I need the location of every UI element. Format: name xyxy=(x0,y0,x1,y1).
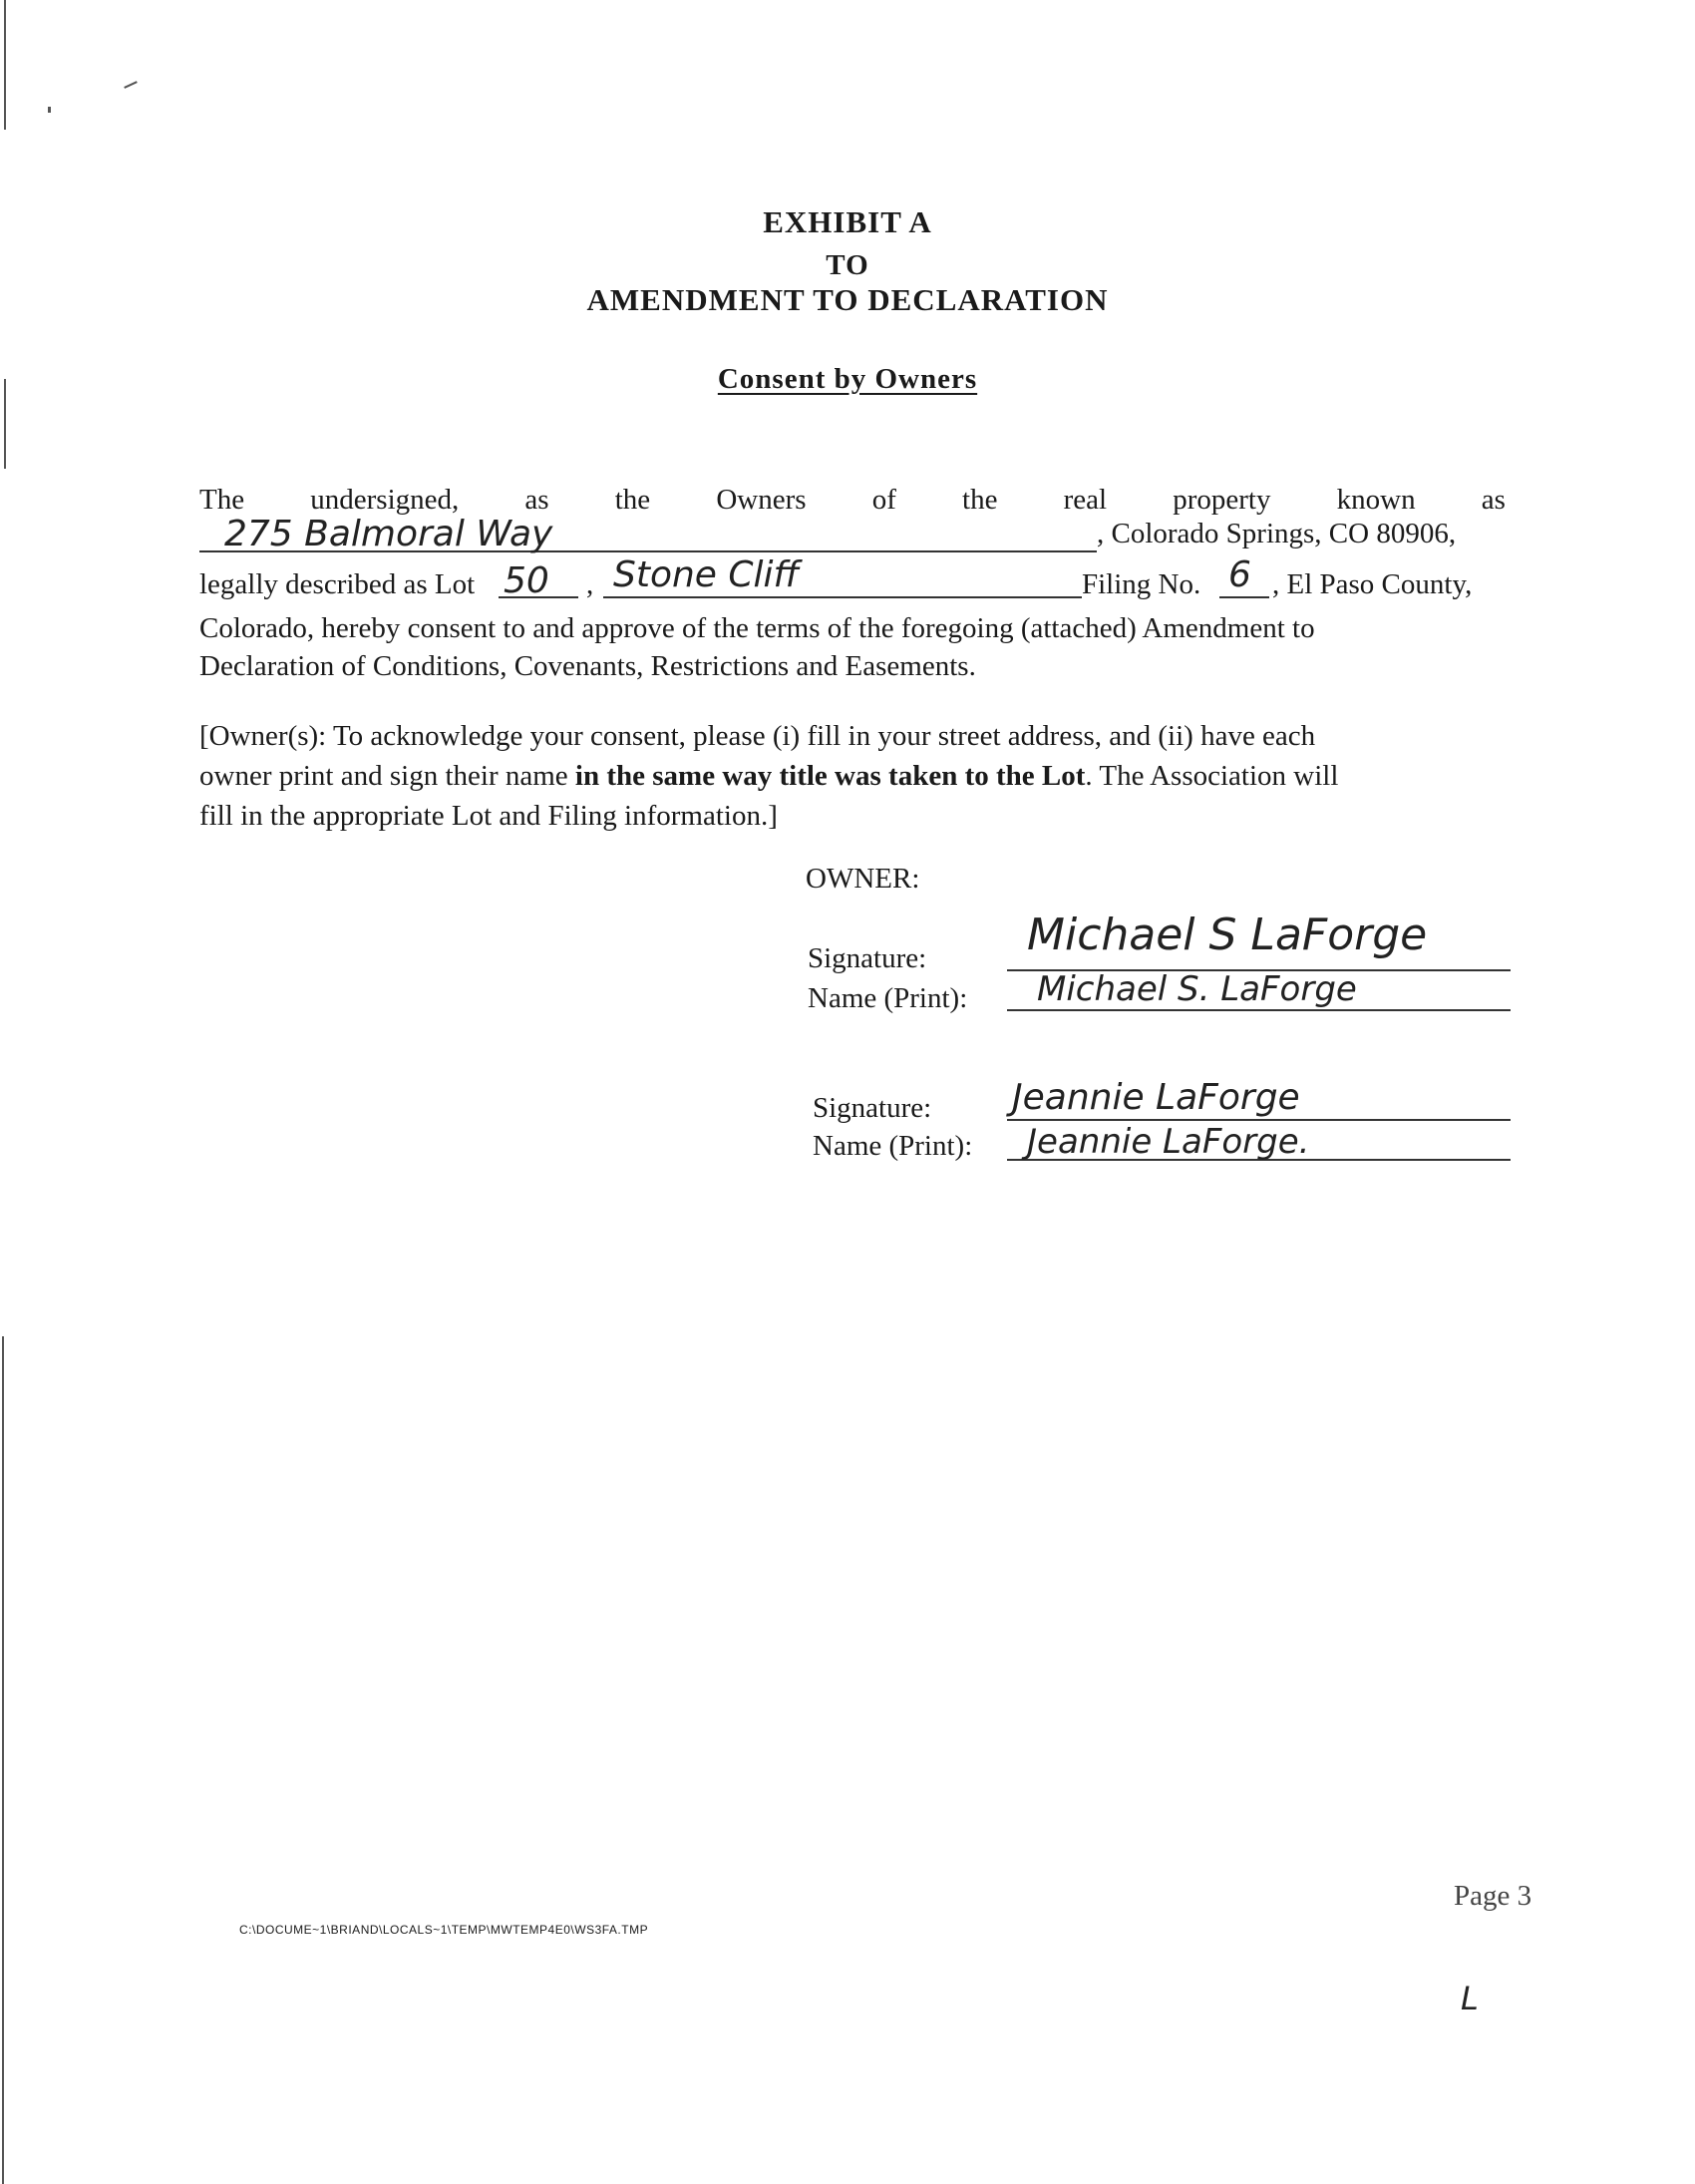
lot-prefix-text: legally described as Lot xyxy=(199,568,476,600)
subdivision-fill-line xyxy=(603,596,1082,598)
word: known xyxy=(1336,484,1416,516)
word: as xyxy=(1481,484,1506,516)
comma: , xyxy=(586,568,594,600)
owner1-printed-name: Michael S. LaForge xyxy=(1037,969,1357,1009)
scan-edge-mark xyxy=(4,0,6,130)
filing-prefix-text: Filing No. xyxy=(1082,568,1201,600)
exhibit-to: TO xyxy=(826,249,869,281)
paragraph1-row1 xyxy=(199,484,1506,517)
word: real xyxy=(1063,484,1108,516)
word: undersigned, xyxy=(310,484,460,516)
word: the xyxy=(962,484,998,516)
filing-fill-line xyxy=(1219,596,1269,598)
owner2-name-label: Name (Print): xyxy=(813,1130,973,1162)
exhibit-title: EXHIBIT A xyxy=(763,204,932,239)
filing-suffix-text: , El Paso County, xyxy=(1272,568,1473,600)
paragraph2-line2-bold: in the same way title was taken to the Lot xyxy=(574,760,1086,792)
owner2-signature-line xyxy=(1007,1119,1511,1121)
file-path-footer: C:\DOCUME~1\BRIAND\LOCALS~1\TEMP\MWTEMP4E0\WS3FA.TMP xyxy=(239,1923,649,1937)
lot-handwritten: 50 xyxy=(504,560,549,601)
subdivision-handwritten: Stone Cliff xyxy=(613,554,800,595)
owner1-signature: Michael S LaForge xyxy=(1027,910,1428,960)
word: as xyxy=(524,484,549,516)
word: Owners xyxy=(716,484,807,516)
address-city-text: , Colorado Springs, CO 80906, xyxy=(1097,518,1457,549)
owner2-printed-name: Jeannie LaForge. xyxy=(1027,1122,1310,1162)
paragraph2-line1: [Owner(s): To acknowledge your consent, please (i) fill in your street address, and (ii) have each xyxy=(199,720,1316,752)
scan-speck xyxy=(48,107,51,113)
paragraph1-line4: Colorado, hereby consent to and approve of the terms of the foregoing (attached) Amendment to xyxy=(199,612,1315,644)
scan-edge-mark xyxy=(2,1336,4,2184)
owner1-signature-label: Signature: xyxy=(808,942,927,974)
amendment-title: AMENDMENT TO DECLARATION xyxy=(586,282,1109,317)
paragraph2-line3: fill in the appropriate Lot and Filing information.] xyxy=(199,800,778,832)
paragraph2-line2-start: owner print and sign their name xyxy=(199,760,568,792)
paragraph1-line5: Declaration of Conditions, Covenants, Restrictions and Easements. xyxy=(199,650,976,682)
owner2-signature: Jeannie LaForge xyxy=(1012,1077,1300,1118)
owner-title: OWNER: xyxy=(806,863,920,895)
word: The xyxy=(199,484,245,516)
paragraph2-line2-end: . The Association will xyxy=(1085,760,1339,792)
scan-speck xyxy=(124,81,138,89)
paragraph2-line2 xyxy=(199,758,1506,794)
address-handwritten: 275 Balmoral Way xyxy=(224,514,553,554)
page-number: Page 3 xyxy=(1454,1880,1532,1912)
consent-subtitle: Consent by Owners xyxy=(717,363,978,395)
owner1-name-label: Name (Print): xyxy=(808,982,968,1014)
word: property xyxy=(1173,484,1271,516)
owner1-name-line xyxy=(1007,1009,1511,1011)
word: the xyxy=(614,484,651,516)
corner-mark: L xyxy=(1461,1980,1479,2017)
owner2-signature-label: Signature: xyxy=(813,1092,932,1124)
filing-handwritten: 6 xyxy=(1228,554,1251,595)
word: of xyxy=(871,484,896,516)
